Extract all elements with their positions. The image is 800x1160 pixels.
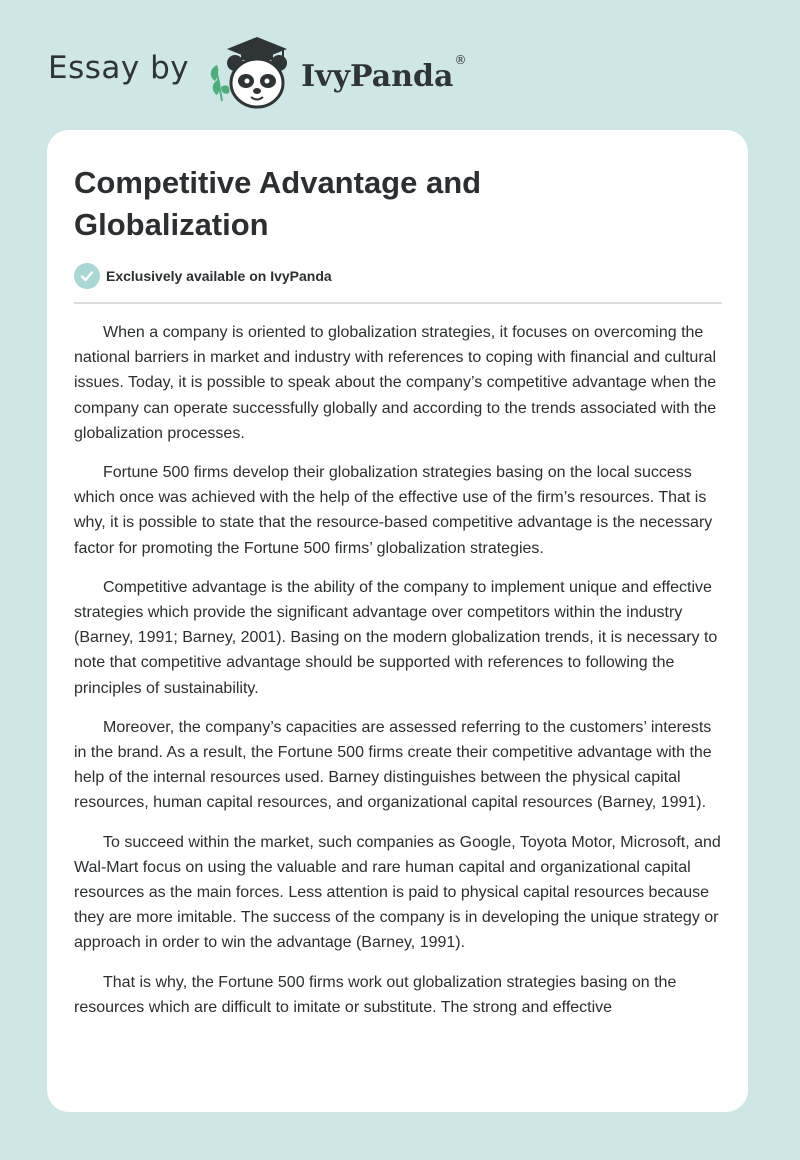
check-icon [74, 263, 100, 289]
exclusive-badge-label: Exclusively available on IvyPanda [106, 268, 332, 284]
ivypanda-logo-text: IvyPanda [301, 58, 454, 94]
divider [74, 302, 722, 304]
essay-title: Competitive Advantage and Globalization [74, 165, 482, 242]
essay-body [74, 320, 726, 1034]
essay-card [47, 130, 748, 1112]
brand-header[interactable] [48, 34, 466, 114]
paragraph: To succeed within the market, such companies as Google, Toyota Motor, Microsoft, and Wal-Mart focus on using the valuable and rare human capital and organizational capital resources as the main forces. Less attention is paid to physical capital resources because they are more imitable. The success of the company is in developing the unique strategy or approach in order to win the advantage (Barney, 1991). [74, 833, 721, 952]
exclusive-badge [74, 263, 332, 289]
paragraph: When a company is oriented to globalization strategies, it focuses on overcoming the national barriers in market and industry with references to coping with financial and cultural issues. Today, it is possible to speak about the company’s competitive advantage when the company can operate successfully globally and according to the trends associated with the globalization processes. [74, 324, 717, 442]
panda-graduate-icon [205, 35, 297, 113]
registered-mark: ® [454, 53, 467, 67]
paragraph: Moreover, the company’s capacities are assessed referring to the customers’ interests in the brand. As a result, the Fortune 500 firms create their competitive advantage with the help of the internal resources used. Barney distinguishes between the physical capital resources, human capital resources, and organizational capital resources (Barney, 1991). [74, 718, 712, 812]
paragraph: Fortune 500 firms develop their globalization strategies basing on the local success which once was achieved with the help of the effective use of the firm’s resources. That is why, it is possible to state that the resource-based competitive advantage is the necessary factor for promoting the Fortune 500 firms’ globalization strategies. [74, 464, 713, 557]
paragraph: That is why, the Fortune 500 firms work out globalization strategies basing on the resources which are difficult to imitate or substitute. The strong and effective [74, 973, 677, 1016]
paragraph: Competitive advantage is the ability of the company to implement unique and effective strategies which provide the significant advantage over competitors within the industry (Barney, 1991; Barney, 2001). Basing on the modern globalization trends, it is necessary to note that competitive advantage should be supported with references to following the principles of sustainability. [74, 578, 718, 697]
essay-by-label: Essay by [48, 50, 190, 86]
